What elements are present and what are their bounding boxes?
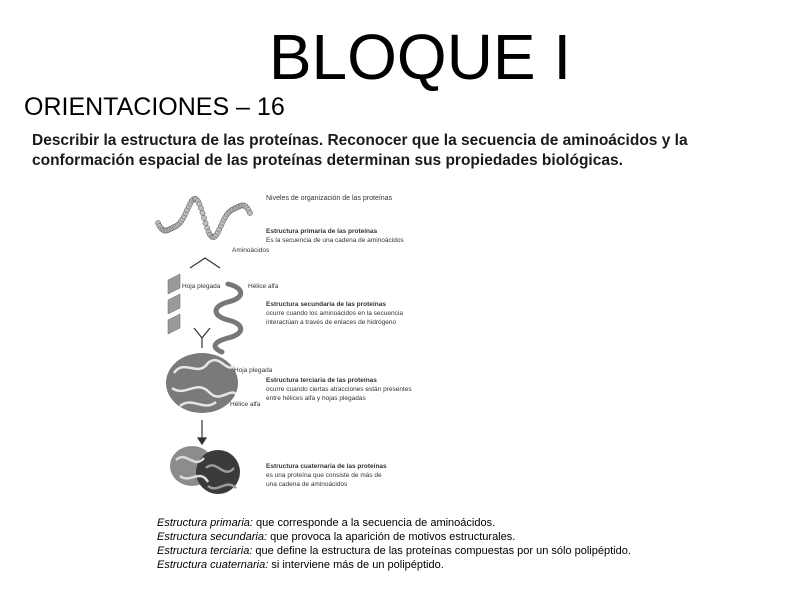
tertiary-sheet-label: Hoja plegada — [234, 367, 273, 374]
amino-acid-bead — [200, 210, 205, 215]
note-term: Estructura secundaria: — [157, 531, 268, 543]
structure-notes — [157, 516, 631, 572]
secondary-desc-2: interactúan a través de enlaces de hidrógeno — [266, 319, 397, 326]
secondary-desc-1: ocurre cuando los aminoácidos en la secuencia — [266, 310, 403, 317]
tertiary-helix-label: Hélice alfa — [230, 401, 261, 408]
note-quaternary — [157, 558, 631, 572]
note-text: que provoca la aparición de motivos estructurales. — [267, 531, 516, 543]
amino-acid-bead — [203, 221, 208, 226]
slide-description: Describir la estructura de las proteínas. Reconocer que la secuencia de aminoácidos y la conformación espacial de las proteínas determinan sus propiedades biológicas. — [32, 132, 688, 169]
primary-title: Estructura primaria de las proteínas — [266, 228, 378, 235]
note-term: Estructura cuaternaria: — [157, 559, 269, 571]
tertiary-desc-1: ocurre cuando ciertas atracciones están presentes — [266, 386, 412, 393]
tertiary-fold-icon — [166, 353, 238, 413]
note-term: Estructura terciaria: — [157, 545, 253, 557]
down-arrow-icon — [198, 420, 206, 444]
note-secondary — [157, 530, 631, 544]
quaternary-title: Estructura cuaternaria de las proteínas — [266, 463, 387, 470]
note-text: si interviene más de un polipéptido. — [268, 559, 444, 571]
amino-acid-chain-icon — [155, 196, 252, 240]
amino-acid-bead — [201, 215, 206, 220]
note-term: Estructura primaria: — [157, 517, 253, 529]
slide-title: BLOQUE I — [268, 21, 572, 93]
merge-arrow-icon — [194, 328, 210, 348]
slide-subtitle: ORIENTACIONES – 16 — [24, 93, 285, 121]
quaternary-desc-2: una cadena de aminoácidos — [266, 481, 348, 488]
note-primary — [157, 516, 631, 530]
protein-structure-figure — [150, 188, 440, 508]
primary-desc: Es la secuencia de una cadena de aminoácidos — [266, 237, 404, 244]
note-tertiary — [157, 544, 631, 558]
quaternary-desc-1: es una proteína que consiste de más de — [266, 472, 382, 479]
sheet-label: Hoja plegada — [182, 283, 221, 290]
secondary-title: Estructura secundaria de las proteínas — [266, 301, 386, 308]
note-text: que define la estructura de las proteínas compuestas por un sólo polipéptido. — [252, 545, 631, 557]
amino-label: Aminoácidos — [232, 247, 270, 254]
quaternary-fold-icon — [170, 446, 240, 494]
figure-heading: Niveles de organización de las proteínas — [266, 195, 393, 202]
branch-arrow-icon — [190, 258, 220, 268]
tertiary-desc-2: entre hélices alfa y hojas plegadas — [266, 395, 366, 402]
pleated-sheet-icon — [168, 274, 180, 334]
amino-acid-bead — [247, 210, 252, 215]
protein-levels-illustration — [150, 188, 440, 508]
alpha-helix-icon — [215, 284, 241, 352]
amino-acid-bead — [198, 206, 203, 211]
helix-label: Hélice alfa — [248, 283, 279, 290]
note-text: que corresponde a la secuencia de aminoácidos. — [252, 517, 496, 529]
tertiary-title: Estructura terciaria de las proteínas — [266, 377, 377, 384]
